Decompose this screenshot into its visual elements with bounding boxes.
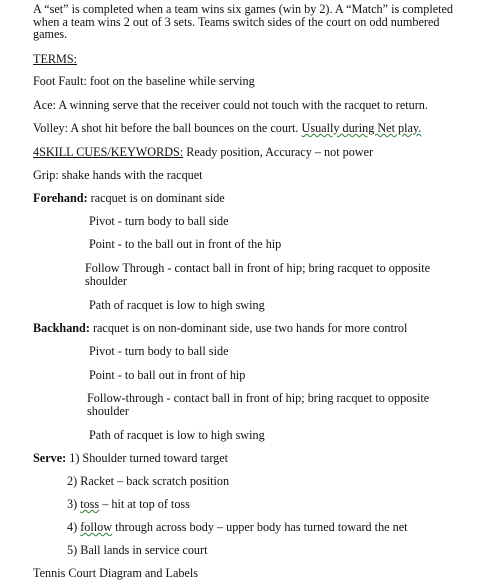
intro-paragraph: A “set” is completed when a team wins six games (win by 2). A “Match” is completed when a team wins 2 out of 3 sets. Teams switch sides of the court on odd numbered games.	[33, 2, 454, 41]
term-foot-fault: Foot Fault: foot on the baseline while serving	[33, 74, 255, 88]
backhand-desc: racquet is on non-dominant side, use two hands for more control	[89, 321, 408, 335]
backhand-follow: Follow-through - contact ball in front of hip; bring racquet to opposite shoulder	[87, 391, 430, 418]
serve-step-3-num: 3)	[67, 497, 81, 511]
serve-step-2: 2) Racket – back scratch position	[67, 474, 230, 488]
forehand-path: Path of racquet is low to high swing	[89, 298, 265, 312]
term-volley	[33, 122, 421, 135]
serve-step-3-rest: – hit at top of toss	[99, 497, 190, 511]
forehand-desc: racquet is on dominant side	[87, 191, 225, 205]
footer-heading: Tennis Court Diagram and Labels	[33, 566, 198, 580]
serve-line	[33, 452, 228, 465]
forehand-line	[33, 192, 225, 205]
term-ace: Ace: A winning serve that the receiver could not touch with the racquet to return.	[33, 98, 428, 112]
volley-note: Usually during Net play.	[301, 121, 422, 135]
serve-step-5: 5) Ball lands in service court	[67, 543, 208, 557]
serve-step-4-word: follow	[80, 520, 113, 534]
backhand-path: Path of racquet is low to high swing	[89, 428, 265, 442]
serve-step-4-rest: through across body – upper body has turned toward the net	[112, 520, 408, 534]
grip-line: Grip: shake hands with the racquet	[33, 168, 203, 182]
skill-cues	[33, 146, 373, 159]
volley-definition: Volley: A shot hit before the ball bounces on the court.	[33, 121, 302, 135]
skill-cues-text: Ready position, Accuracy – not power	[183, 145, 374, 159]
serve-label: Serve:	[33, 451, 67, 465]
serve-step-3	[67, 498, 190, 511]
serve-step-4-num: 4)	[67, 520, 81, 534]
backhand-point: Point - to ball out in front of hip	[89, 368, 246, 382]
forehand-pivot: Pivot - turn body to ball side	[89, 214, 229, 228]
serve-step-1: 1) Shoulder turned toward target	[66, 451, 229, 465]
terms-heading: TERMS:	[33, 52, 78, 66]
forehand-label: Forehand:	[33, 191, 88, 205]
serve-step-4	[67, 521, 408, 534]
skill-cues-heading: 4SKILL CUES/KEYWORDS:	[33, 145, 184, 159]
backhand-pivot: Pivot - turn body to ball side	[89, 344, 229, 358]
serve-step-3-word: toss	[80, 497, 100, 511]
forehand-point: Point - to the ball out in front of the hip	[89, 237, 282, 251]
backhand-line	[33, 322, 407, 335]
backhand-label: Backhand:	[33, 321, 90, 335]
forehand-follow: Follow Through - contact ball in front of hip; bring racquet to opposite shoulder	[85, 261, 431, 288]
